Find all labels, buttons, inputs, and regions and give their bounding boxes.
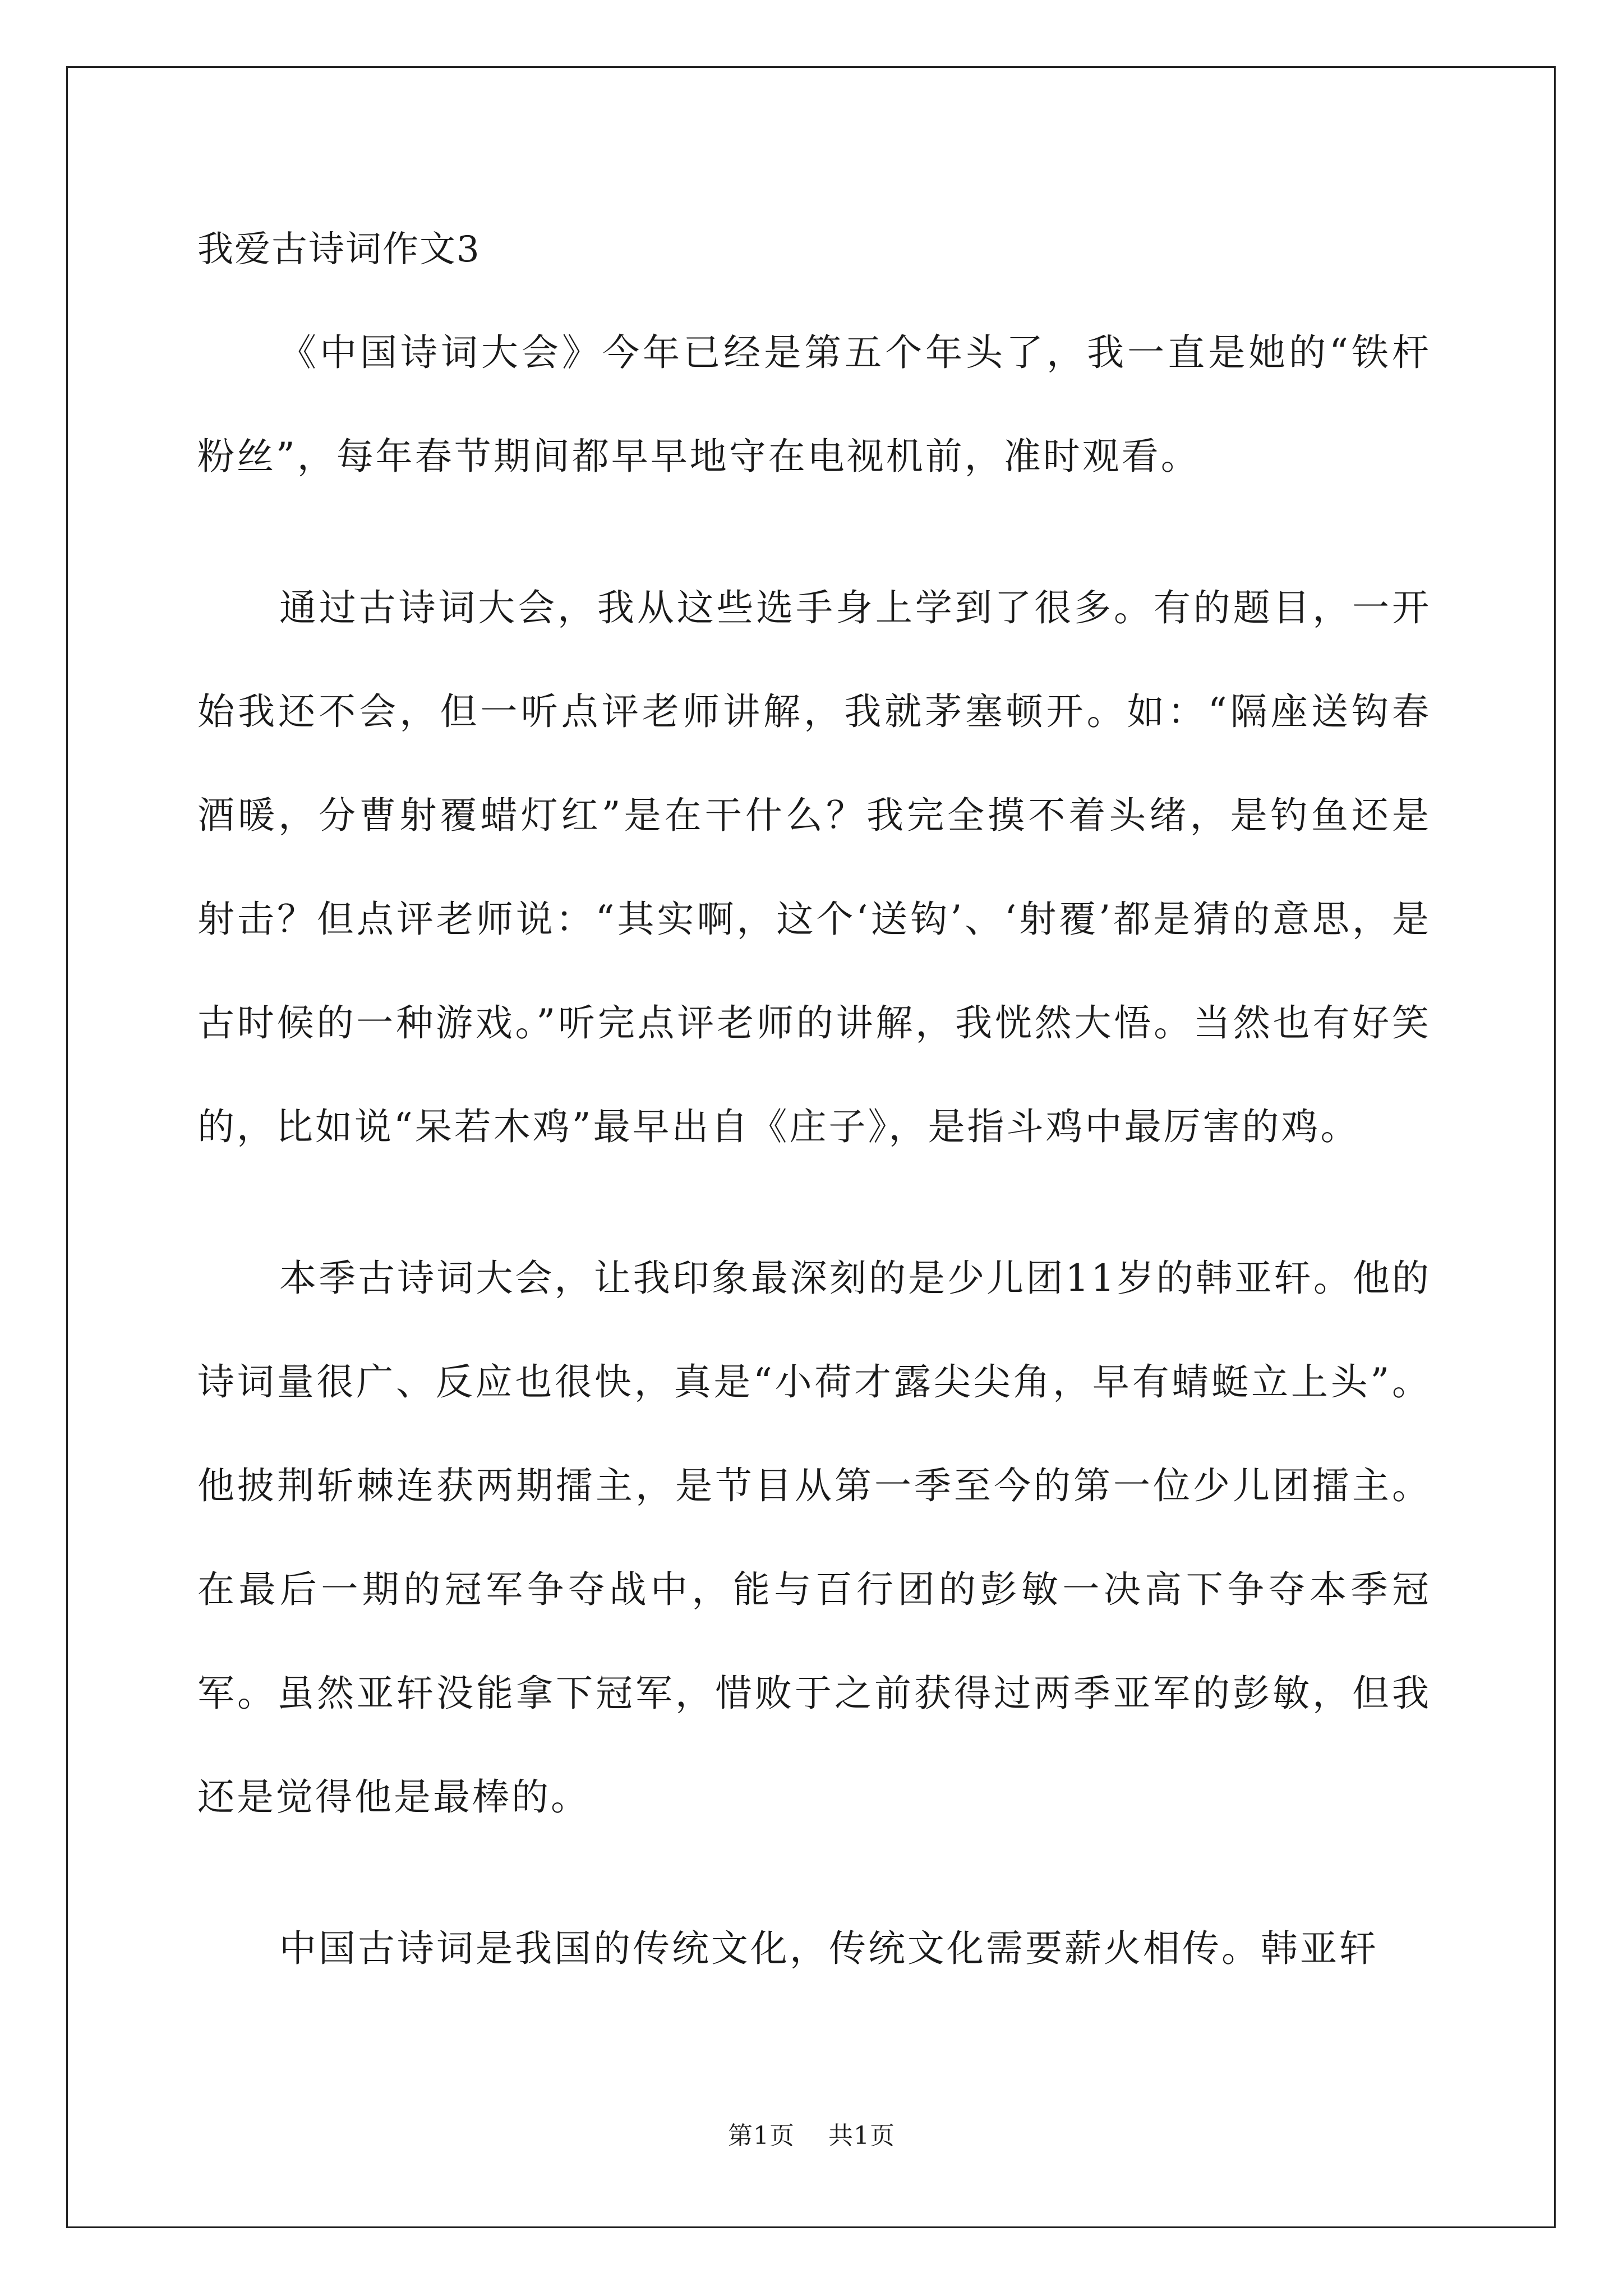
paragraph: 《中国诗词大会》今年已经是第五个年头了，我一直是她的“铁杆粉丝”，每年春节期间都早早地守在电视机前，准时观看。 bbox=[197, 331, 1431, 478]
paragraph: 中国古诗词是我国的传统文化，传统文化需要薪火相传。韩亚轩 bbox=[279, 1927, 1378, 1970]
page-number: 第1页 bbox=[728, 2122, 795, 2150]
document-title: 我爱古诗词作文3 bbox=[197, 229, 481, 270]
paragraph: 通过古诗词大会，我从这些选手身上学到了很多。有的题目，一开始我还不会，但一听点评老师讲解，我就茅塞顿开。如：“隔座送钩春酒暖，分曹射覆蜡灯红”是在干什么？我完全摸不着头绪，是钓鱼还是射击？但点评老师说：“其实啊，这个‘送钩’、‘射覆’都是猜的意思，是古时候的一种游戏。”听完点评老师的讲解，我恍然大悟。当然也有好笑的，比如说“呆若木鸡”最早出自《庄子》，是指斗鸡中最厉害的鸡。 bbox=[197, 586, 1431, 1148]
document-body bbox=[197, 224, 1431, 2000]
paragraph: 本季古诗词大会，让我印象最深刻的是少儿团11岁的韩亚轩。他的诗词量很广、反应也很快，真是“小荷才露尖尖角，早有蜻蜓立上头”。他披荆斩棘连获两期擂主，是节目从第一季至今的第一位少儿团擂主。在最后一期的冠军争夺战中，能与百行团的彭敏一决高下争夺本季冠军。虽然亚轩没能拿下冠军，惜败于之前获得过两季亚军的彭敏，但我还是觉得他是最棒的。 bbox=[197, 1257, 1431, 1819]
page-total: 共1页 bbox=[828, 2122, 895, 2150]
page-footer bbox=[0, 2119, 1623, 2153]
